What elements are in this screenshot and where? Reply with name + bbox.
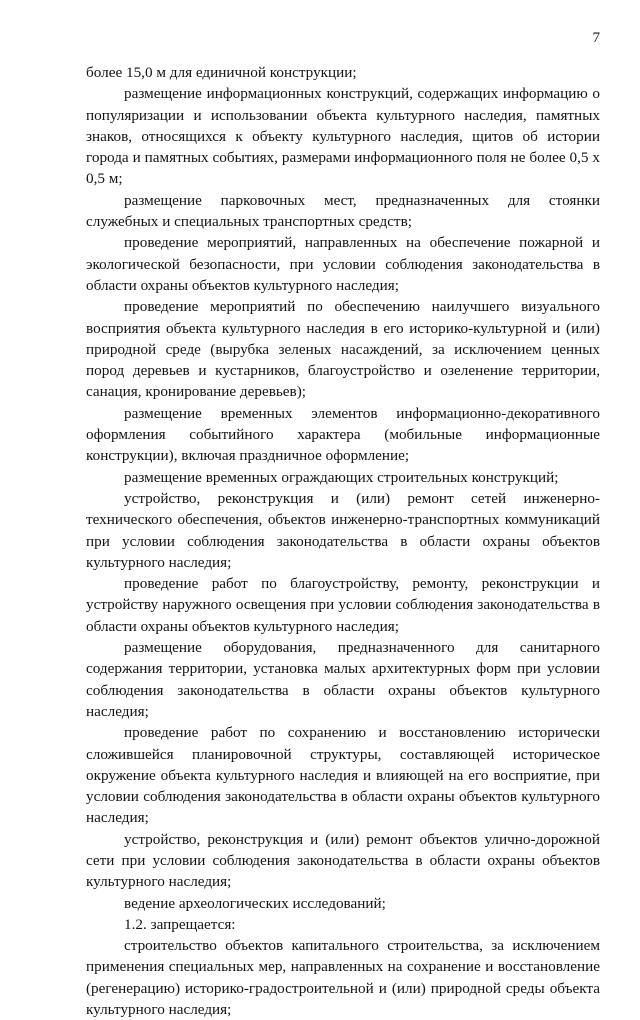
paragraph-1: более 15,0 м для единичной конструкции; xyxy=(86,64,357,81)
document-body xyxy=(86,62,600,1020)
paragraph-15: строительство объектов капитального строительства, за исключением применения специальных мер, направленных на сохранение и восстановление (регенерацию) историко-градостроительной и (или) природной среды объекта культурного наследия; xyxy=(86,937,600,1019)
paragraph-3: размещение парковочных мест, предназначенных для стоянки служебных и специальных транспортных средств; xyxy=(86,191,600,231)
paragraph-12: устройство, реконструкция и (или) ремонт объектов улично-дорожной сети при условии соблюдения законодательства в области охраны объектов культурного наследия; xyxy=(86,830,600,891)
paragraph-10: размещение оборудования, предназначенного для санитарного содержания территории, установка малых архитектурных форм при условии соблюдения законодательства в области охраны объектов культурного наследия; xyxy=(86,639,600,720)
paragraph-11: проведение работ по сохранению и восстановлению исторически сложившейся планировочной структуры, составляющей историческое окружение объекта культурного наследия и влияющей на его восприятие, при условии соблюдения законодательства в области охраны объектов культурного наследия; xyxy=(86,724,600,827)
paragraph-13: ведение археологических исследований; xyxy=(124,894,386,912)
paragraph-8: устройство, реконструкция и (или) ремонт сетей инженерно-технического обеспечения, объектов инженерно-транспортных коммуникаций при условии соблюдения законодательства в области охраны объектов культурного наследия; xyxy=(86,489,600,571)
paragraph-5: проведение мероприятий по обеспечению наилучшего визуального восприятия объекта культурного наследия в его историко-культурной и (или) природной среде (вырубка зеленых насаждений, за исключением ценных пород деревьев и кустарников, благоустройство и озеленение территории, санация, кронирование деревьев); xyxy=(86,298,600,401)
paragraph-9: проведение работ по благоустройству, ремонту, реконструкции и устройству наружного освещения при условии соблюдения законодательства в области охраны объектов культурного наследия; xyxy=(86,575,600,635)
page-number: 7 xyxy=(592,30,600,46)
paragraph-7: размещение временных ограждающих строительных конструкций; xyxy=(124,468,559,486)
paragraph-6: размещение временных элементов информационно-декоративного оформления событийного характера (мобильные информационные конструкции), включая праздничное оформление; xyxy=(86,404,600,465)
paragraph-4: проведение мероприятий, направленных на обеспечение пожарной и экологической безопасности, при условии соблюдения законодательства в области охраны объектов культурного наследия; xyxy=(86,234,600,294)
paragraph-2: размещение информационных конструкций, содержащих информацию о популяризации и использовании объекта культурного наследия, памятных знаков, относящихся к объекту культурного наследия, щитов об истории города и памятных событиях, размерами информационного поля не более 0,5 х 0,5 м; xyxy=(86,85,600,188)
paragraph-14: 1.2. запрещается: xyxy=(124,915,236,933)
